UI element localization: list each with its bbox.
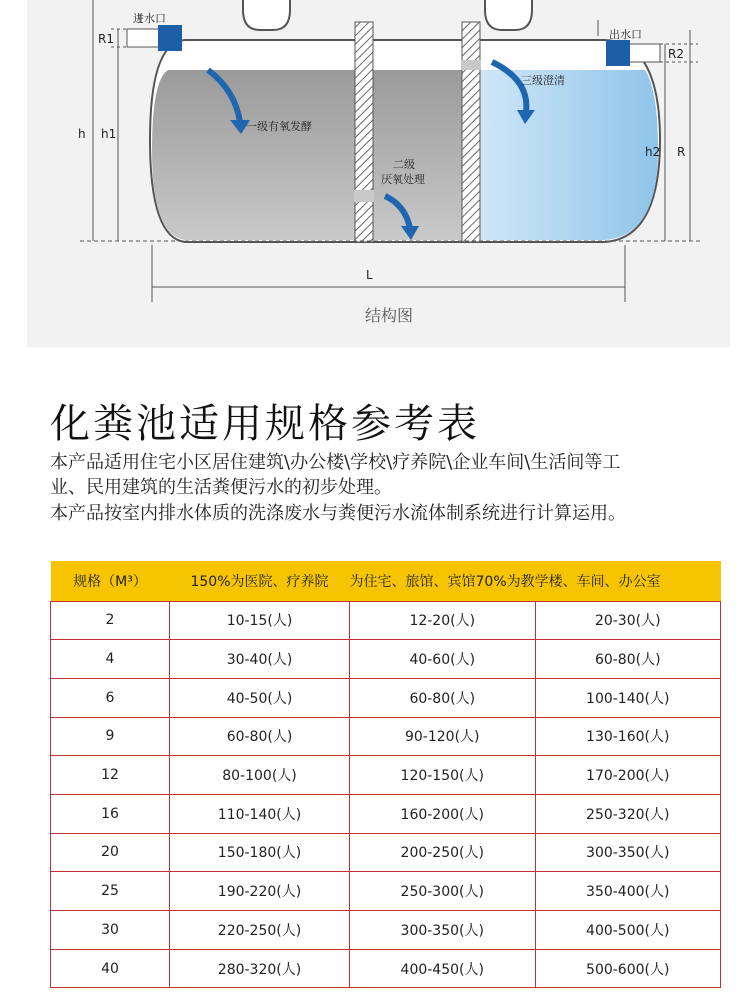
cell-value: 150-180(人) [170,833,350,872]
table-row [51,678,721,717]
diagram-caption: 结构图 [365,306,414,325]
page-title: 化粪池适用规格参考表 [50,401,480,447]
stage2-label-line2: 厌氧处理 [381,173,425,186]
dim-h2: h2 [645,145,661,159]
inlet-pipe [127,29,162,47]
dim-L: L [366,268,373,282]
stage2-label-line1: 二级 [393,158,415,171]
dim-R2: R2 [668,47,684,61]
table-row [51,717,721,756]
table-row [51,756,721,795]
cell-value: 90-120(人) [350,717,536,756]
inlet-pipe-cap [158,25,182,51]
stage3-label: 三级澄清 [521,74,565,87]
cell-spec: 12 [51,756,170,795]
dim-R1: R1 [98,32,114,46]
septic-tank-diagram [27,0,730,347]
cell-spec: 25 [51,872,170,911]
table-row [51,601,721,640]
cell-spec: 30 [51,911,170,950]
cell-value: 170-200(人) [535,756,721,795]
cell-value: 130-160(人) [535,717,721,756]
inlet-label: 进水口 [133,12,166,25]
cell-value: 40-50(人) [170,678,350,717]
clear-water-region [480,70,661,240]
cell-value: 30-40(人) [170,640,350,679]
cell-value: 100-140(人) [535,678,721,717]
cell-value: 250-320(人) [535,794,721,833]
cell-value: 160-200(人) [350,794,536,833]
cell-spec: 40 [51,949,170,988]
stage1-label: 一级有氧发酵 [246,120,312,133]
cell-spec: 2 [51,601,170,640]
header-spec: 规格（M³） [73,573,147,590]
header-hospital: 150%为医院、疗养院 [190,573,329,590]
cell-value: 80-100(人) [170,756,350,795]
dim-h1: h1 [101,127,117,141]
table-row [51,833,721,872]
table-row [51,911,721,950]
cell-value: 400-500(人) [535,911,721,950]
outlet-pipe-cap [606,40,630,66]
outlet-pipe [625,44,660,62]
cell-value: 120-150(人) [350,756,536,795]
partition-wall-1 [355,22,373,242]
cell-value: 10-15(人) [170,601,350,640]
cell-value: 190-220(人) [170,872,350,911]
cell-value: 110-140(人) [170,794,350,833]
description-paragraph-1: 本产品适用住宅小区居住建筑\办公楼\学校\疗养院\企业车间\生活间等工业、民用建筑的生活粪便污水的初步处理。 [50,452,621,498]
gray-water-region [152,70,480,240]
structure-diagram-panel [27,0,730,347]
cell-spec: 16 [51,794,170,833]
cell-spec: 20 [51,833,170,872]
cell-value: 350-400(人) [535,872,721,911]
cell-value: 60-80(人) [535,640,721,679]
cell-value: 280-320(人) [170,949,350,988]
cell-value: 220-250(人) [170,911,350,950]
cell-spec: 9 [51,717,170,756]
table-header-row [51,561,721,601]
spec-reference-table [50,561,721,988]
cell-value: 200-250(人) [350,833,536,872]
partition-wall-2 [462,22,480,242]
dim-R: R [677,145,686,159]
description-paragraph-2: 本产品按室内排水体质的洗涤废水与粪便污水流体制系统进行计算运用。 [50,503,626,524]
table-row [51,794,721,833]
table-row [51,949,721,988]
cell-value: 400-450(人) [350,949,536,988]
manhole-left [243,0,290,30]
cell-value: 60-80(人) [170,717,350,756]
cell-value: 300-350(人) [535,833,721,872]
header-residential: 为住宅、旅馆、宾馆70%为教学楼、车间、办公室 [349,573,661,590]
cell-value: 300-350(人) [350,911,536,950]
outlet-label: 出水口 [609,28,642,41]
table-row [51,872,721,911]
cell-value: 60-80(人) [350,678,536,717]
cell-value: 40-60(人) [350,640,536,679]
cell-value: 12-20(人) [350,601,536,640]
manhole-right [485,0,532,30]
dim-h: h [78,127,86,141]
cell-spec: 6 [51,678,170,717]
table-row [51,640,721,679]
cell-spec: 4 [51,640,170,679]
cell-value: 20-30(人) [535,601,721,640]
cell-value: 500-600(人) [535,949,721,988]
cell-value: 250-300(人) [350,872,536,911]
